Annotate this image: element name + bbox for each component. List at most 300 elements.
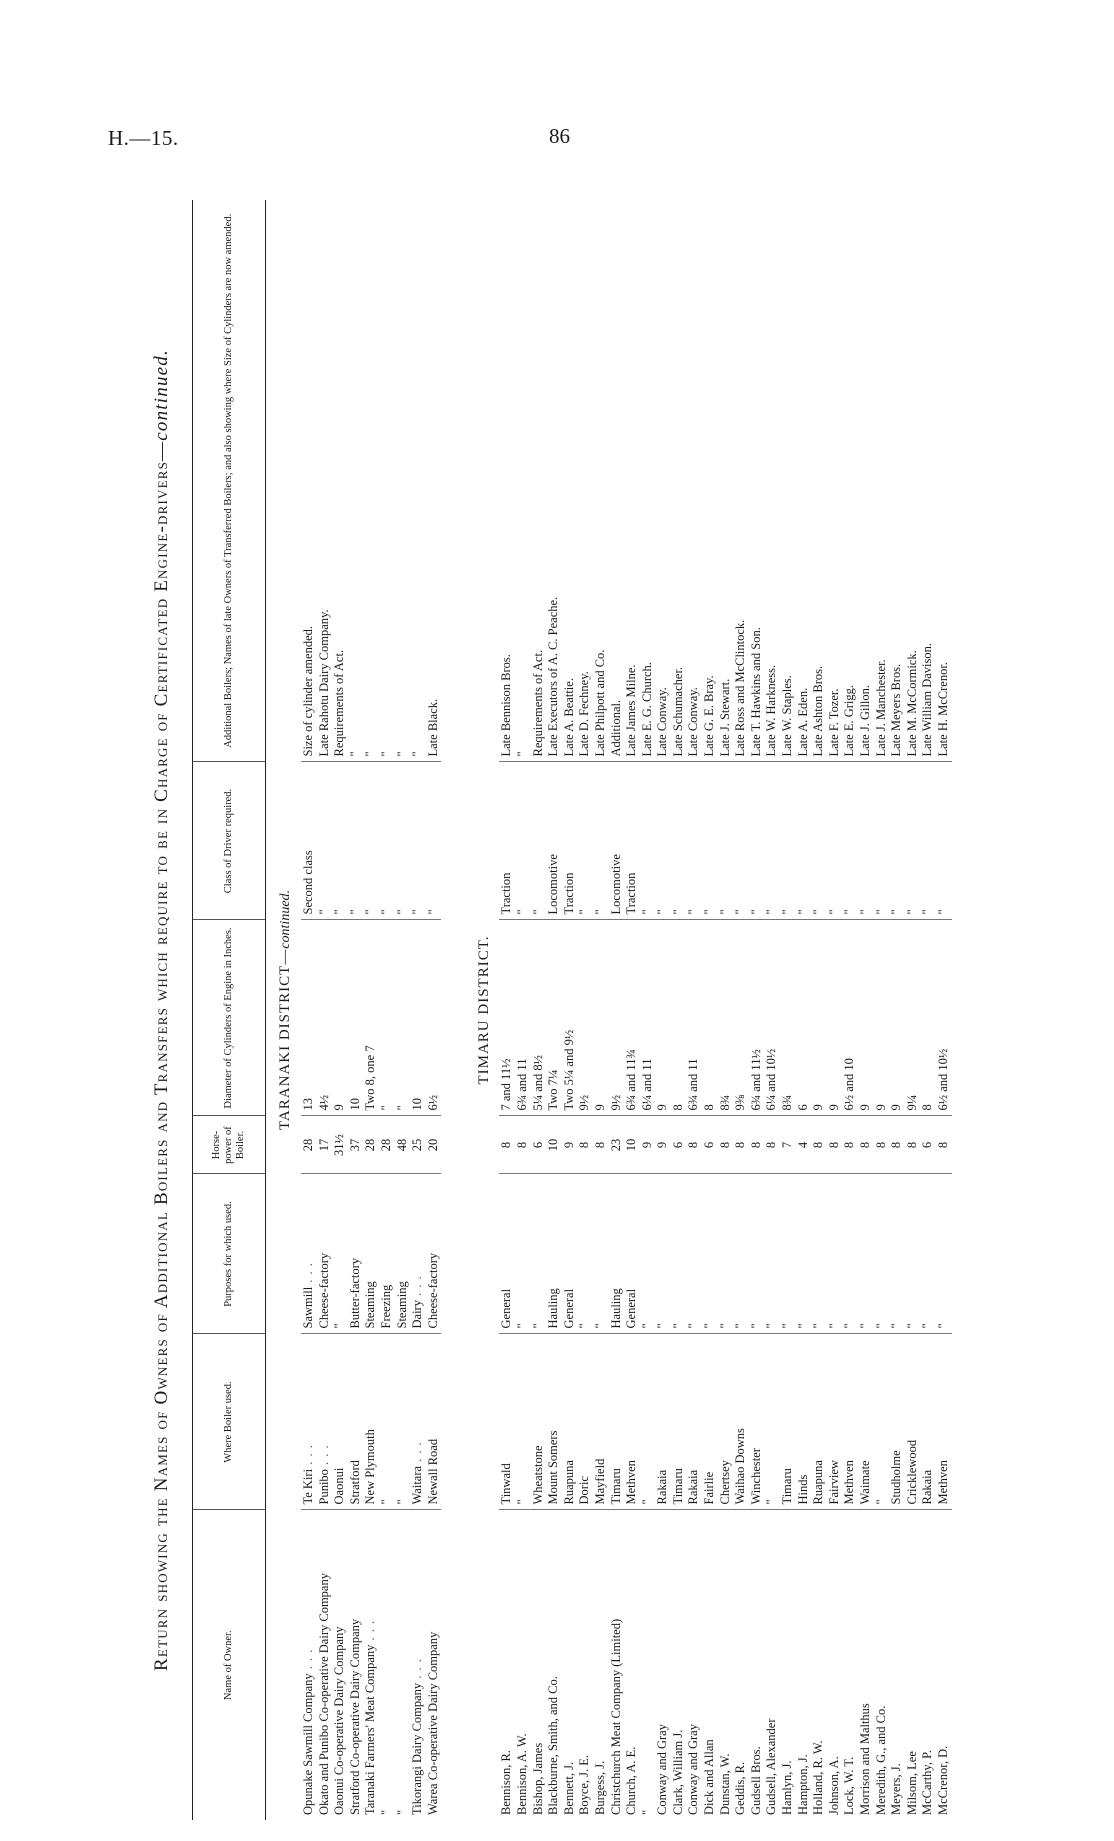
cell-diameter: 6½ [426,920,442,1116]
table-row [686,200,702,1820]
cell-where: Punibo . . . [317,1334,333,1510]
cell-notes: Late Black. [426,200,442,762]
table-row [749,200,765,1820]
cell-where: Rakaia [920,1334,936,1510]
cell-owner: Opunake Sawmill Company . . . [301,1510,317,1820]
cell-diameter: 9¼ [905,920,921,1116]
cell-purpose: " [796,1174,812,1334]
cell-diameter: Two 5¼ and 9½ [562,920,578,1116]
table-row [640,200,656,1820]
cell-class: Traction [562,762,578,920]
table-row [827,200,843,1820]
district-name: TARANAKI DISTRICT— [277,948,293,1131]
cell-diameter: " [395,920,411,1116]
cell-hp: 8 [593,1116,609,1174]
cell-class: " [718,762,734,920]
cell-where: Te Kiri . . . [301,1334,317,1510]
cell-notes: Additional. [609,200,625,762]
cell-hp: 8 [686,1116,702,1174]
cell-hp: 9 [640,1116,656,1174]
cell-class: " [905,762,921,920]
cell-diameter: 9 [811,920,827,1116]
table-row [733,200,749,1820]
header-purpose: Purposes for which used. [193,1174,266,1334]
cell-purpose: " [827,1174,843,1334]
cell-class: " [827,762,843,920]
cell-purpose: General [562,1174,578,1334]
cell-owner: Blackburne, Smith, and Co. [546,1676,561,1815]
table-row [531,200,547,1820]
cell-notes: " [410,200,426,762]
cell-class: " [702,762,718,920]
cell-class: Locomotive [609,762,625,920]
cell-hp: 9 [562,1116,578,1174]
cell-hp: 8 [858,1116,874,1174]
cell-owner: Johnson, A. [826,1756,841,1815]
cell-hp: 6 [671,1116,687,1174]
cell-class: " [348,762,364,920]
cell-owner: Bennison, A. W. [514,1733,529,1815]
cell-class: " [920,762,936,920]
cell-purpose: Hauling [609,1174,625,1334]
cell-hp: 8 [764,1116,780,1174]
cell-hp: 6 [920,1116,936,1174]
cell-hp: 8 [889,1116,905,1174]
cell-owner: Gudsell, Alexander [764,1718,779,1815]
cell-hp: 9 [655,1116,671,1174]
cell-owner: " [394,1809,409,1815]
cell-owner: Warea Co-operative Dairy Company [425,1631,440,1815]
cell-purpose: " [686,1174,702,1334]
rotated-return-sheet [140,200,1060,1820]
cell-hp: 23 [609,1116,625,1174]
cell-where: Studholme [889,1334,905,1510]
table-row [499,200,515,1820]
table-row [624,200,640,1820]
cell-where: " [764,1334,780,1510]
table-row [764,200,780,1820]
cell-class: " [749,762,765,920]
cell-owner: Stratford Co-operative Dairy Company [347,1618,362,1815]
cell-diameter: 9 [874,920,890,1116]
cell-class: " [395,762,411,920]
header-where: Where Boiler used. [193,1334,266,1510]
cell-hp: 25 [410,1116,426,1174]
cell-purpose: " [842,1174,858,1334]
cell-where: Wheatstone [531,1334,547,1510]
cell-notes: Late G. E. Bray. [702,200,718,762]
cell-diameter: 7 and 11½ [499,920,515,1116]
cell-class: " [363,762,379,920]
cell-notes: Late Conway. [686,200,702,762]
cell-owner: Conway and Gray [686,1724,701,1815]
table-body [266,200,952,1820]
cell-notes: " [395,200,411,762]
cell-owner: Dunstan, W. [717,1753,732,1815]
cell-notes: Late Ross and McClintock. [733,200,749,762]
cell-diameter: 6½ and 10 [842,920,858,1116]
cell-where: " [515,1334,531,1510]
cell-class: " [317,762,333,920]
return-table [192,200,952,1820]
cell-hp: 28 [363,1116,379,1174]
cell-hp: 20 [426,1116,442,1174]
cell-notes: Late Rahotu Dairy Company. [317,200,333,762]
table-row [546,200,562,1820]
cell-purpose: " [577,1174,593,1334]
cell-purpose: " [858,1174,874,1334]
cell-hp: 17 [317,1116,333,1174]
cell-purpose: " [889,1174,905,1334]
cell-diameter: 9 [889,920,905,1116]
cell-notes: Late M. McCormick. [905,200,921,762]
table-row [811,200,827,1820]
cell-purpose: " [515,1174,531,1334]
cell-owner: Lock, W. T. [842,1756,857,1815]
cell-owner: " [378,1809,393,1815]
cell-owner: McCarthy, P. [920,1750,935,1815]
cell-class: " [426,762,442,920]
cell-diameter: 9 [655,920,671,1116]
cell-purpose: Steaming [363,1174,379,1334]
cell-where: Timaru [609,1334,625,1510]
cell-hp: 8 [936,1116,952,1174]
cell-diameter: 6¾ and 11½ [749,920,765,1116]
cell-notes: Late E. G. Church. [640,200,656,762]
table-row [920,200,936,1820]
cell-diameter: 6¼ and 10½ [764,920,780,1116]
cell-owner: Tikorangi Dairy Company . . . [410,1510,426,1820]
cell-notes: Late W. Harkness. [764,200,780,762]
header-notes: Additional Boilers; Names of late Owners of Transferred Boilers; and also showing where Size of Cylinders are now amended. [193,200,266,762]
table-row [348,200,364,1820]
cell-where: Hinds [796,1334,812,1510]
cell-where: Methven [624,1334,640,1510]
cell-purpose: " [764,1174,780,1334]
table-row [363,200,379,1820]
cell-where: Waimate [858,1334,874,1510]
cell-where: Winchester [749,1334,765,1510]
cell-hp: 28 [301,1116,317,1174]
cell-notes: Late Conway. [655,200,671,762]
cell-class: " [733,762,749,920]
cell-owner: Hampton, J. [795,1754,810,1815]
cell-diameter: 6¾ and 11¾ [624,920,640,1116]
cell-hp: 8 [733,1116,749,1174]
cell-diameter: 9 [332,920,348,1116]
cell-owner: Hamlyn, J. [780,1760,795,1815]
cell-where: Rakaia [686,1334,702,1510]
table-row [426,200,442,1820]
cell-where: Waihao Downs [733,1334,749,1510]
cell-owner: Okato and Punibo Co-operative Dairy Company [316,1573,331,1815]
cell-diameter: 8¾ [780,920,796,1116]
cell-class: " [515,762,531,920]
cell-purpose: Hauling [546,1174,562,1334]
cell-purpose: " [718,1174,734,1334]
cell-diameter: 8 [920,920,936,1116]
cell-notes: Late William Davison. [920,200,936,762]
cell-purpose: " [733,1174,749,1334]
table-row [780,200,796,1820]
cell-owner: Bishop, James [530,1742,545,1815]
cell-hp: 7 [780,1116,796,1174]
cell-owner: Bennett, J. [561,1761,576,1815]
cell-hp: 8 [577,1116,593,1174]
cell-owner: Taranaki Farmers' Meat Company . . . [363,1510,379,1820]
cell-hp: 6 [531,1116,547,1174]
cell-owner: Boyce, J. E. [577,1754,592,1815]
cell-purpose: " [332,1174,348,1334]
cell-diameter: 8 [702,920,718,1116]
cell-diameter: 8¾ [718,920,734,1116]
table-row [577,200,593,1820]
cell-class: " [889,762,905,920]
header-diameter: Diameter of Cylinders of Engine in Inches. [193,920,266,1116]
cell-where: Oaonui [332,1334,348,1510]
cell-where: Rakaia [655,1334,671,1510]
return-title-suffix: continued. [151,349,172,441]
cell-diameter: 6¼ and 11 [640,920,656,1116]
cell-owner: Holland, R. W. [811,1740,826,1815]
cell-purpose: " [780,1174,796,1334]
cell-owner: Burgess, J. [592,1760,607,1815]
page-number: 86 [549,124,570,148]
cell-notes: Late J. Gillon. [858,200,874,762]
cell-purpose: General [499,1174,515,1334]
cell-where: " [874,1334,890,1510]
cell-hp: 48 [395,1116,411,1174]
cell-diameter: 4½ [317,920,333,1116]
cell-where: Tinwald [499,1334,515,1510]
cell-where: Chertsey [718,1334,734,1510]
table-row [395,200,411,1820]
cell-class: " [531,762,547,920]
cell-notes: Late Meyers Bros. [889,200,905,762]
cell-notes: " [363,200,379,762]
cell-purpose: " [936,1174,952,1334]
cell-purpose: " [905,1174,921,1334]
cell-diameter: 5¼ and 8½ [531,920,547,1116]
table-row [702,200,718,1820]
cell-notes: Late A. Beattie. [562,200,578,762]
cell-hp: 8 [905,1116,921,1174]
table-row [562,200,578,1820]
cell-hp: 8 [842,1116,858,1174]
cell-diameter: Two 8, one 7 [363,920,379,1116]
cell-purpose: " [874,1174,890,1334]
cell-diameter: " [379,920,395,1116]
cell-diameter: Two 7¼ [546,920,562,1116]
cell-diameter: 9½ [609,920,625,1116]
district-title [266,200,302,1820]
cell-hp: 8 [718,1116,734,1174]
table-row [379,200,395,1820]
cell-where: Mount Somers [546,1334,562,1510]
table-row [301,200,317,1820]
return-title-main: Return showing the Names of Owners of Additional Boilers and Transfers which require to be in Charge of Certificated Engine-drivers— [151,440,172,1671]
cell-class: " [577,762,593,920]
cell-hp: 8 [499,1116,515,1174]
cell-owner: Oaonui Co-operative Dairy Company [332,1626,347,1815]
cell-diameter: 6¾ and 11 [515,920,531,1116]
cell-hp: 8 [749,1116,765,1174]
table-row [796,200,812,1820]
cell-purpose: " [920,1174,936,1334]
cell-owner: Meredith, G., and Co. [873,1705,888,1815]
cell-notes: Requirements of Act. [531,200,547,762]
cell-class: " [640,762,656,920]
cell-purpose: General [624,1174,640,1334]
cell-class: Traction [624,762,640,920]
cell-notes: Late W. Staples. [780,200,796,762]
cell-owner: Conway and Gray [655,1724,670,1815]
cell-where: New Plymouth [363,1334,379,1510]
cell-where: Timaru [671,1334,687,1510]
cell-class: " [874,762,890,920]
cell-where: Waitara . . . [410,1334,426,1510]
cell-owner: Clark, William J. [670,1729,685,1815]
cell-purpose: Sawmill . . . [301,1174,317,1334]
table-row [410,200,426,1820]
cell-where: Methven [842,1334,858,1510]
cell-where: Fairview [827,1334,843,1510]
spacer-cell [441,200,465,1820]
cell-where: Newall Road [426,1334,442,1510]
cell-notes: Late James Milne. [624,200,640,762]
cell-class: Locomotive [546,762,562,920]
cell-hp: 8 [827,1116,843,1174]
table-row [593,200,609,1820]
cell-diameter: 6 [796,920,812,1116]
cell-owner: Geddis, R. [733,1761,748,1815]
cell-notes: " [515,200,531,762]
cell-owner: Milsom, Lee [904,1751,919,1815]
table-row [858,200,874,1820]
cell-notes: Late T. Hawkins and Son. [749,200,765,762]
cell-purpose: Steaming [395,1174,411,1334]
cell-where: Methven [936,1334,952,1510]
cell-notes: Late F. Tozer. [827,200,843,762]
cell-class: " [671,762,687,920]
cell-diameter: 9 [858,920,874,1116]
cell-owner: McCrenor, D. [935,1745,950,1815]
header-class: Class of Driver required. [193,762,266,920]
section-spacer [441,200,465,1820]
cell-purpose: " [640,1174,656,1334]
table-row [332,200,348,1820]
cell-owner: Gudsell Bros. [748,1746,763,1815]
cell-hp: 8 [515,1116,531,1174]
table-row [874,200,890,1820]
cell-class: " [842,762,858,920]
cell-purpose: " [749,1174,765,1334]
cell-notes: Size of cylinder amended. [301,200,317,762]
cell-diameter: 9⅜ [733,920,749,1116]
cell-diameter: 13 [301,920,317,1116]
cell-notes: Late Bennison Bros. [499,200,515,762]
cell-purpose: " [531,1174,547,1334]
cell-class: " [655,762,671,920]
district-heading-timaru [465,200,499,1820]
cell-class: " [332,762,348,920]
cell-class: " [379,762,395,920]
cell-notes: Late J. Stewart. [718,200,734,762]
cell-owner: Morrison and Malthus [858,1703,872,1815]
cell-diameter: 9½ [577,920,593,1116]
cell-purpose: " [655,1174,671,1334]
cell-owner: Dick and Allan [702,1739,717,1815]
cell-class: Traction [499,762,515,920]
cell-where: " [640,1334,656,1510]
cell-notes: Late Philpott and Co. [593,200,609,762]
cell-class: " [593,762,609,920]
cell-diameter: 6¾ and 11 [686,920,702,1116]
cell-where: " [395,1334,411,1510]
table-row [317,200,333,1820]
cell-owner: Bennison, R. [499,1750,514,1815]
cell-hp: 37 [348,1116,364,1174]
cell-where: Ruapuna [811,1334,827,1510]
cell-notes: Requirements of Act. [332,200,348,762]
page-reference: H.—15. [108,126,179,150]
cell-hp: 8 [874,1116,890,1174]
table-row [671,200,687,1820]
cell-where: " [379,1334,395,1510]
cell-hp: 28 [379,1116,395,1174]
cell-purpose: Cheese-factory [317,1174,333,1334]
table-row [655,200,671,1820]
cell-purpose: Butter-factory [348,1174,364,1334]
cell-notes: Late J. Manchester. [874,200,890,762]
cell-notes: Late Ashton Bros. [811,200,827,762]
cell-where: Fairlie [702,1334,718,1510]
table-row [609,200,625,1820]
cell-where: Mayfield [593,1334,609,1510]
cell-class: Second class [301,762,317,920]
cell-class: " [686,762,702,920]
cell-owner: " [639,1809,654,1815]
cell-hp: 10 [546,1116,562,1174]
cell-where: Stratford [348,1334,364,1510]
cell-diameter: 10 [348,920,364,1116]
cell-hp: 6 [702,1116,718,1174]
cell-class: " [796,762,812,920]
table-row [842,200,858,1820]
cell-diameter: 10 [410,920,426,1116]
cell-hp: 8 [811,1116,827,1174]
district-continued: continued. [278,889,293,949]
cell-diameter: 9 [593,920,609,1116]
cell-hp: 10 [624,1116,640,1174]
header-horse-power: Horse-power of Boiler. [193,1116,266,1174]
cell-purpose: Dairy . . . [410,1174,426,1334]
cell-notes: " [379,200,395,762]
district-title: TIMARU DISTRICT. [476,935,493,1085]
cell-diameter: 8 [671,920,687,1116]
cell-notes: " [348,200,364,762]
district-heading-taranaki [266,200,302,1820]
table-row [889,200,905,1820]
cell-class: " [936,762,952,920]
cell-class: " [410,762,426,920]
cell-purpose: Cheese-factory [426,1174,442,1334]
cell-class: " [780,762,796,920]
cell-notes: Late Executors of A. C. Peache. [546,200,562,762]
cell-purpose: Freezing [379,1174,395,1334]
cell-where: Ruapuna [562,1334,578,1510]
cell-purpose: " [702,1174,718,1334]
